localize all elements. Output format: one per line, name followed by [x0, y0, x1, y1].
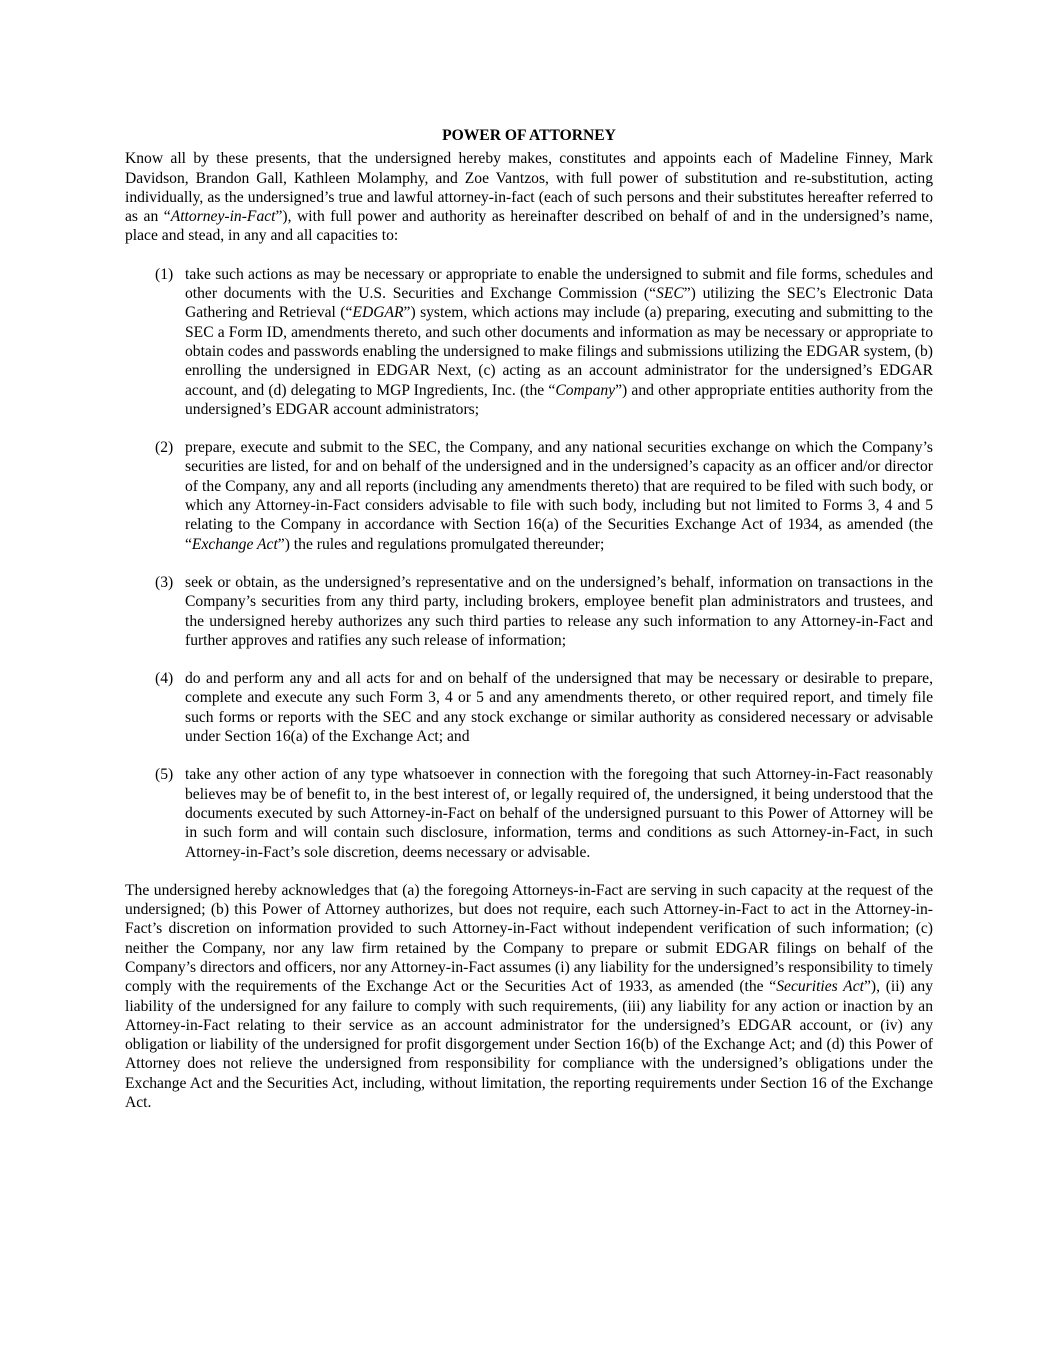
list-item — [125, 265, 933, 419]
item-text — [185, 765, 933, 861]
defined-term: Exchange Act — [191, 535, 278, 553]
item-number: (2) — [155, 439, 174, 457]
document-title: POWER OF ATTORNEY — [442, 127, 616, 144]
text-run: take such actions as may be necessary or appropriate to enable the undersigned to submit and file forms, schedules and other documents with the U.S. Securities and Exchange Commission (“ — [185, 265, 933, 303]
item-number: (4) — [155, 670, 174, 688]
item-number: (3) — [155, 573, 174, 591]
list-item — [125, 669, 933, 746]
document-page — [125, 126, 933, 1112]
text-run: ”) system, which actions may include (a) preparing, executing and submitting to the SEC a Form ID, amendments thereto, and such other documents and information as may be necessary or appropriate to obtain codes and passwords enabling the undersigned to make filings and submissions utilizing the EDGAR system, (b) enrolling the undersigned in EDGAR Next, (c) acting as an account administrator for the undersigned’s EDGAR account, and (d) delegating to MGP Ingredients, Inc. (the “ — [185, 304, 933, 399]
text-run: ”) the rules and regulations promulgated thereunder; — [277, 535, 605, 553]
item-text — [185, 438, 933, 554]
text-run: ”), (ii) any liability of the undersigned for any failure to comply with such requirements, (iii) any liability for any action or inaction by an Attorney-in-Fact relating to their service as an account administrator for the undersigned’s EDGAR account, or (iv) any obligation or liability of the undersigned for profit disgorgement under Section 16(b) of the Exchange Act; and (d) this Power of Attorney does not relieve the undersigned from responsibility for compliance with the undersigned’s obligations under the Exchange Act and the Securities Act, including, without limitation, the reporting requirements under Section 16 of the Exchange Act. — [125, 978, 933, 1112]
defined-term: Company — [555, 381, 616, 399]
text-run: seek or obtain, as the undersigned’s representative and on the undersigned’s behalf, information on transactions in the Company’s securities from any third party, including brokers, employee benefit plan administrators and trustees, and the undersigned hereby authorizes any such third parties to release any such information to any Attorney-in-Fact and further approves and ratifies any such release of information; — [185, 573, 933, 649]
defined-term: EDGAR — [352, 304, 404, 322]
intro-paragraph — [125, 149, 933, 245]
text-run: take any other action of any type whatsoever in connection with the foregoing that such Attorney-in-Fact reasonably believes may be of benefit to, in the best interest of, or legally required of, the undersigned, it being understood that the documents executed by such Attorney-in-Fact on behalf of the undersigned pursuant to this Power of Attorney will be in such form and will contain such disclosure, information, terms and conditions as such Attorney-in-Fact, in such Attorney-in-Fact’s sole discretion, deems necessary or advisable. — [185, 766, 933, 861]
text-run: do and perform any and all acts for and on behalf of the undersigned that may be necessary or desirable to prepare, complete and execute any such Form 3, 4 or 5 and any amendments thereto, or other required report, and timely file such forms or reports with the SEC and any stock exchange or similar authority as considered necessary or advisable under Section 16(a) of the Exchange Act; and — [185, 670, 933, 746]
defined-term: Attorney-in-Fact — [170, 208, 276, 226]
text-run: Know all by these presents, that the undersigned hereby makes, constitutes and appoints each of Madeline Finney, Mark Davidson, Brandon Gall, Kathleen Molamphy, and Zoe Vantzos, with full power of substitution and re-substitution, acting individually, as the undersigned’s true and lawful attorney-in-fact (each of such persons and their substitutes hereafter referred to as an “ — [125, 150, 933, 226]
item-text — [185, 265, 933, 419]
powers-list — [125, 265, 933, 862]
item-text — [185, 669, 933, 746]
item-number: (5) — [155, 766, 174, 784]
defined-term: Securities Act — [776, 978, 864, 996]
closing-paragraph — [125, 881, 933, 1113]
text-run: ”), with full power and authority as hereinafter described on behalf of and in the undersigned’s name, place and stead, in any and all capacities to: — [125, 208, 933, 245]
list-item — [125, 765, 933, 861]
text-run: prepare, execute and submit to the SEC, the Company, and any national securities exchange on which the Company’s securities are listed, for and on behalf of the undersigned and in the undersigned’s capacity as an officer and/or director of the Company, any and all reports (including any amendments thereto) that are required to be filed with such body, or which any Attorney-in-Fact considers advisable to file with such body, including but not limited to Forms 3, 4 and 5 relating to the Company in accordance with Section 16(a) of the Securities Exchange Act of 1934, as amended (the “ — [185, 439, 933, 553]
item-number: (1) — [155, 265, 174, 283]
defined-term: SEC — [656, 285, 684, 303]
list-item — [125, 573, 933, 650]
text-run: ”) utilizing the SEC’s Electronic Data Gathering and Retrieval (“ — [185, 285, 934, 322]
text-run: ”) and other appropriate entities authority from the undersigned’s EDGAR account administrators; — [185, 381, 933, 418]
text-run: The undersigned hereby acknowledges that (a) the foregoing Attorneys-in-Fact are serving in such capacity at the request of the undersigned; (b) this Power of Attorney authorizes, but does not require, each such Attorney-in-Fact to act in the Attorney-in-Fact’s discretion on information provided to such Attorney-in-Fact without independent verification of such information; (c) neither the Company, nor any law firm retained by the Company to prepare or submit EDGAR filings on behalf of the Company’s directors and officers, nor any Attorney-in-Fact assumes (i) any liability for the undersigned’s responsibility to timely comply with the requirements of the Exchange Act or the Securities Act of 1933, as amended (the “ — [125, 881, 933, 996]
item-text — [185, 573, 933, 650]
list-item — [125, 438, 933, 554]
